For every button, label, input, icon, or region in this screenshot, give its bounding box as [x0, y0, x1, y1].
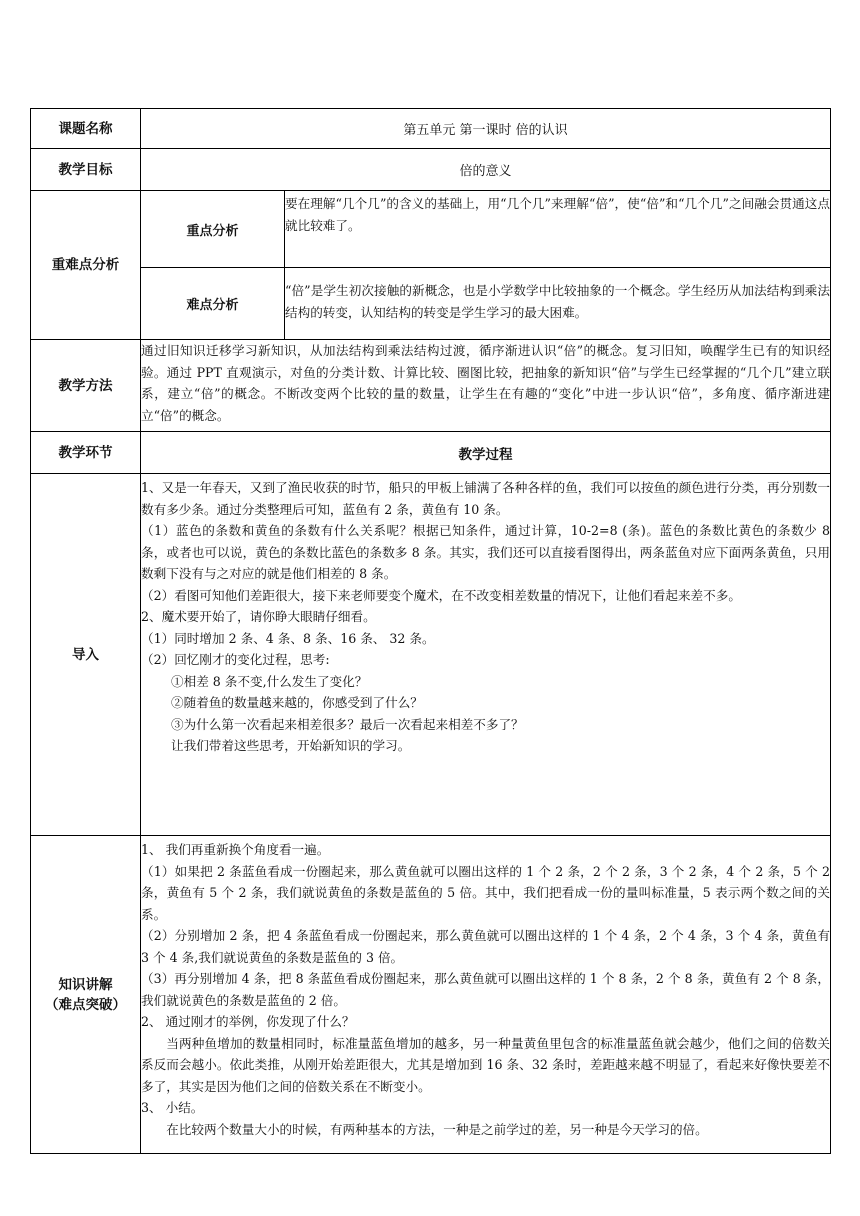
knowledge-paragraph: （1）如果把 2 条蓝鱼看成一份圈起来，那么黄鱼就可以圈出这样的 1 个 2 条，2 个 2 条，3 个 2 条，4 个 2 条，5 个 2 条，黄鱼有 5 个 2 条，我们就说黄鱼的条数是蓝鱼的 5 倍。其中，我们把看成一份的量叫标准量，5 表示两个数之间的关系。 — [141, 863, 831, 922]
lesson-plan-page — [30, 108, 830, 1154]
knowledge-paragraph: 1、 我们再重新换个角度看一遍。 — [141, 842, 330, 857]
topic-row — [31, 109, 831, 149]
intro-paragraph: （2）看图可知他们差距很大，接下来老师要变个魔术，在不改变相差数量的情况下，让他们看起来差不多。 — [141, 587, 741, 603]
focus-row — [31, 191, 831, 268]
goal-value: 倍的意义 — [141, 149, 831, 191]
process-stage-label: 教学环节 — [31, 432, 141, 474]
difficulty-row — [31, 268, 831, 340]
knowledge-row — [31, 836, 831, 1154]
focus-text: 要在理解“几个几”的含义的基础上，用“几个几”来理解“倍”，使“倍”和“几个几”之间融会贯通这点就比较难了。 — [285, 191, 831, 268]
method-row — [31, 340, 831, 432]
focus-label: 重点分析 — [141, 191, 285, 268]
intro-label: 导入 — [31, 474, 141, 836]
knowledge-content — [141, 836, 831, 1154]
knowledge-label-line1: 知识讲解 — [58, 976, 113, 993]
intro-paragraph: 1、又是一年春天，又到了渔民收获的时节，船只的甲板上铺满了各种各样的鱼，我们可以按鱼的颜色进行分类，再分别数一数有多少条。通过分类整理后可知，蓝鱼有 2 条，黄鱼有 10 条。 — [141, 480, 831, 517]
process-header: 教学过程 — [141, 432, 831, 474]
intro-question: ②随着鱼的数量越来越的，你感受到了什么？ — [171, 695, 423, 710]
intro-paragraph: （2）回忆刚才的变化过程，思考: — [141, 652, 330, 667]
knowledge-paragraph: 在比较两个数量大小的时候，有两种基本的方法，一种是之前学过的差，另一种是今天学习的倍。 — [166, 1121, 708, 1137]
knowledge-paragraph: 当两种鱼增加的数量相同时，标准量蓝鱼增加的越多，另一种量黄鱼里包含的标准量蓝鱼就会越少，他们之间的倍数关系反而会越小。依此类推，从刚开始差距很大，尤其是增加到 16 条、32 条时，差距越来越不明显了，看起来好像快要差不多了，其实是因为他们之间的倍数关系在不断变小。 — [141, 1035, 831, 1094]
intro-question: ①相差 8 条不变,什么发生了变化？ — [171, 673, 368, 689]
intro-paragraph: 让我们带着这些思考，开始新知识的学习。 — [171, 738, 411, 753]
process-header-row — [31, 432, 831, 474]
knowledge-paragraph: （2）分别增加 2 条，把 4 条蓝鱼看成一份圈起来，那么黄鱼就可以圈出这样的 1 个 4 条，2 个 4 条，3 个 4 条，黄鱼有 3 个 4 条,我们就说黄鱼的条数是蓝鱼的 3 倍。 — [141, 928, 831, 965]
difficulty-label: 难点分析 — [141, 268, 285, 340]
knowledge-paragraph: 3、 小结。 — [141, 1100, 204, 1115]
knowledge-label — [31, 836, 141, 1154]
intro-paragraph: 2、魔术要开始了，请你睁大眼睛仔细看。 — [141, 609, 376, 624]
knowledge-paragraph: 2、 通过刚才的举例，你发现了什么？ — [141, 1014, 355, 1029]
key-points-label: 重难点分析 — [31, 191, 141, 340]
method-text: 通过旧知识迁移学习新知识，从加法结构到乘法结构过渡，循序渐进认识“倍”的概念。复习旧知，唤醒学生已有的知识经验。通过 PPT 直观演示，对鱼的分类计数、计算比较、圈图比较，把抽象的新知识“倍”与学生已经掌握的“几个几”建立联系，建立“倍”的概念。不断改变两个比较的量的数量，让学生在有趣的“变化”中进一步认识“倍”，多角度、循序渐进建立“倍”的概念。 — [141, 340, 831, 432]
topic-value: 第五单元 第一课时 倍的认识 — [141, 109, 831, 149]
goal-label: 教学目标 — [31, 149, 141, 191]
intro-row — [31, 474, 831, 836]
intro-paragraph: （1）同时增加 2 条、4 条、8 条、16 条、 32 条。 — [141, 630, 435, 646]
intro-question: ③为什么第一次看起来相差很多？最后一次看起来相差不多了？ — [171, 716, 524, 732]
difficulty-text: “倍”是学生初次接触的新概念，也是小学数学中比较抽象的一个概念。学生经历从加法结构到乘法结构的转变，认知结构的转变是学生学习的最大困难。 — [285, 268, 831, 340]
intro-content — [141, 474, 831, 836]
knowledge-paragraph: （3）再分别增加 4 条，把 8 条蓝鱼看成份圈起来，那么黄鱼就可以圈出这样的 1 个 8 条，2 个 8 条，黄鱼有 2 个 8 条，我们就说黄色的条数是蓝鱼的 2 倍。 — [141, 971, 831, 1008]
intro-paragraph: （1）蓝色的条数和黄鱼的条数有什么关系呢？根据已知条件，通过计算，10-2=8 (条)。蓝色的条数比黄色的条数少 8 条，或者也可以说，黄色的条数比蓝色的条数多 8 条。其实，我们还可以直接看图得出，两条蓝鱼对应下面两条黄鱼，只用数剩下没有与之对应的就是他们相差的 8 条。 — [141, 523, 831, 581]
lesson-plan-table — [30, 108, 831, 1154]
knowledge-label-line2: （难点突破） — [45, 996, 126, 1013]
method-label: 教学方法 — [31, 340, 141, 432]
goal-row — [31, 149, 831, 191]
topic-label: 课题名称 — [31, 109, 141, 149]
